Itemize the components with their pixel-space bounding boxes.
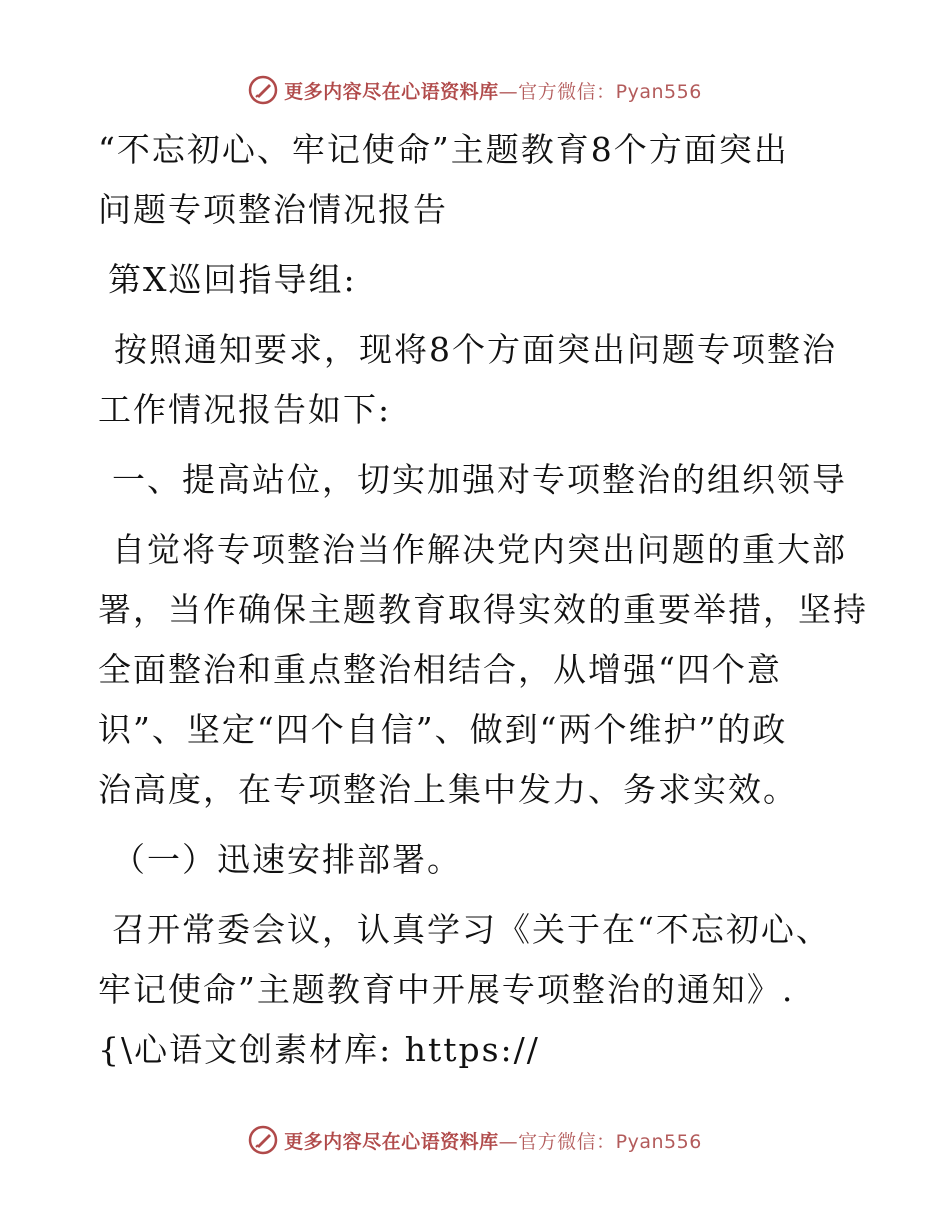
intro-line-2: 工作情况报告如下: — [98, 390, 392, 429]
title-line-1: “不忘初心、牢记使命”主题教育8个方面突出 — [98, 130, 789, 169]
watermark-separator: — — [498, 1130, 519, 1153]
paragraph-line: 全面整治和重点整治相结合，从增强“四个意 — [98, 650, 782, 689]
quill-logo-icon — [248, 1125, 278, 1155]
watermark-main: 更多内容尽在心语资料库 — [284, 80, 499, 103]
title-line-2: 问题专项整治情况报告 — [98, 190, 448, 229]
paragraph-line: 牢记使命”主题教育中开展专项整治的通知》. — [98, 970, 795, 1009]
watermark-text — [284, 1127, 702, 1154]
paragraph-line: 署，当作确保主题教育取得实效的重要举措，坚持 — [98, 590, 868, 629]
quill-logo-icon — [248, 75, 278, 105]
watermark-text — [284, 77, 702, 104]
document-body — [98, 120, 868, 1080]
subheading-1: （一）迅速安排部署。 — [112, 840, 462, 879]
watermark-wechat: 官方微信：Pyan556 — [518, 80, 702, 103]
paragraph-line: 识”、坚定“四个自信”、做到“两个维护”的政 — [98, 710, 788, 749]
paragraph-line: 召开常委会议，认真学习《关于在“不忘初心、 — [112, 910, 831, 949]
header-watermark — [0, 70, 950, 110]
watermark-main: 更多内容尽在心语资料库 — [284, 1130, 499, 1153]
paragraph-line: {\心语文创素材库: https:// — [98, 1030, 540, 1069]
paragraph-line: 自觉将专项整治当作解决党内突出问题的重大部 — [112, 530, 847, 569]
paragraph-line: 治高度，在专项整治上集中发力、务求实效。 — [98, 770, 798, 809]
footer-watermark — [0, 1120, 950, 1160]
section-heading-1: 一、提高站位，切实加强对专项整治的组织领导 — [112, 460, 847, 499]
salutation: 第X巡回指导组: — [108, 260, 357, 299]
watermark-separator: — — [498, 80, 519, 103]
watermark-wechat: 官方微信：Pyan556 — [518, 1130, 702, 1153]
intro-line-1: 按照通知要求，现将8个方面突出问题专项整治 — [114, 330, 837, 369]
